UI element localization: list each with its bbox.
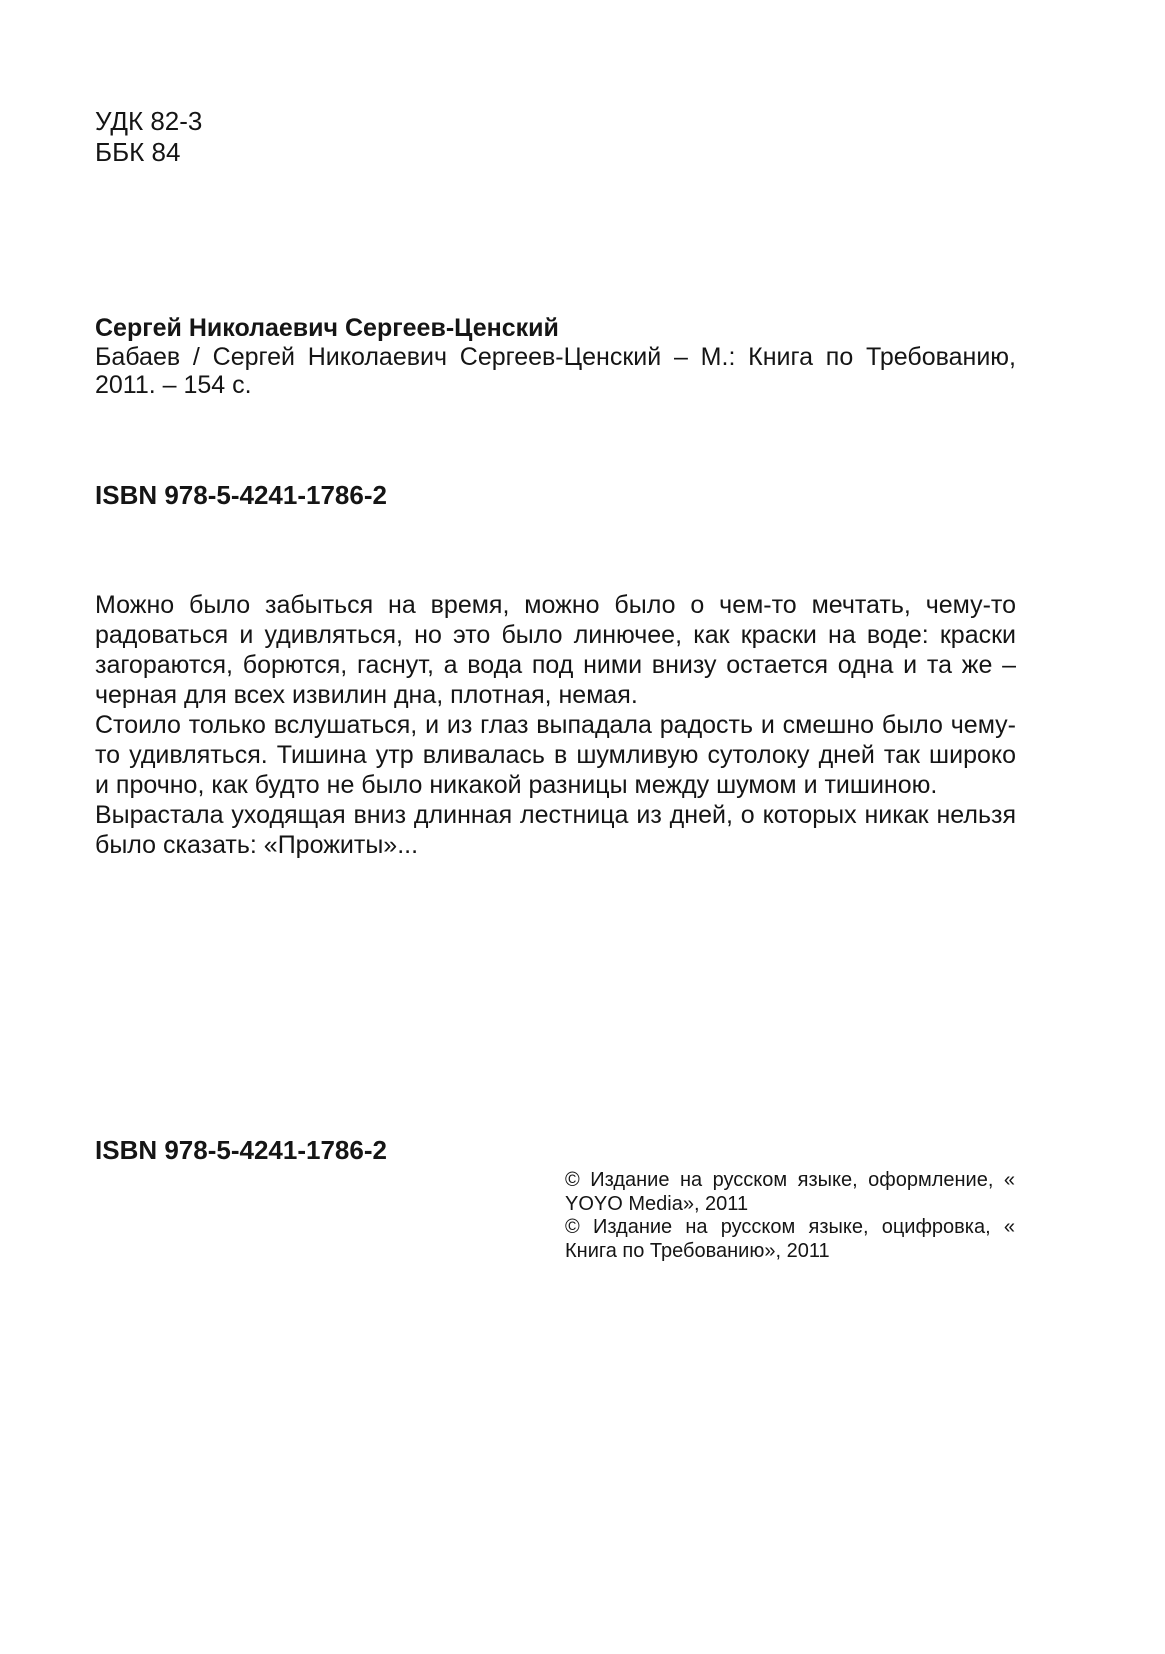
annotation-text (95, 590, 1016, 860)
copyright-line: Книга по Требованию», 2011 (565, 1239, 830, 1262)
annotation-paragraph (95, 710, 1016, 800)
annotation-line: и прочно, как будто не было никакой разницы между шумом и тишиною. (95, 771, 938, 799)
classification-block (95, 106, 202, 168)
annotation-line: Стоило только вслушаться, и из глаз выпадала радость и смешно было чему- (95, 711, 1016, 739)
bibliographic-description (95, 314, 1016, 400)
imprint-line: 2011. – 154 с. (95, 371, 252, 399)
author-name: Сергей Николаевич Сергеев-Ценский (95, 314, 559, 342)
copyright-block (565, 1169, 1015, 1263)
copyright-line: © Издание на русском языке, оцифровка, « (565, 1216, 1015, 1238)
annotation-line: радоваться и удивляться, но это было линючее, как краски на воде: краски (95, 621, 1016, 649)
udk-code: УДК 82-3 (95, 106, 203, 136)
copyright-line: YOYO Media», 2011 (565, 1192, 749, 1215)
annotation-line: было сказать: «Прожиты»... (95, 831, 419, 859)
annotation-line: загораются, борются, гаснут, а вода под ними внизу остается одна и та же – (95, 651, 1016, 679)
annotation-line: Вырастала уходящая вниз длинная лестница из дней, о которых никак нельзя (95, 801, 1016, 829)
imprint-line: Бабаев / Сергей Николаевич Сергеев-Ценский – М.: Книга по Требованию, (95, 342, 1016, 371)
annotation-line: черная для всех извилин дна, плотная, немая. (95, 681, 638, 709)
annotation-paragraph (95, 800, 1016, 860)
copyright-line: © Издание на русском языке, оформление, « (565, 1169, 1015, 1191)
annotation-line: то удивляться. Тишина утр вливалась в шумливую сутолоку дней так широко (95, 741, 1016, 769)
isbn-bottom: ISBN 978-5-4241-1786-2 (95, 1135, 387, 1165)
isbn-top: ISBN 978-5-4241-1786-2 (95, 480, 387, 510)
bbk-code: ББК 84 (95, 137, 181, 167)
annotation-line: Можно было забыться на время, можно было о чем-то мечтать, чему-то (95, 591, 1016, 619)
annotation-paragraph (95, 590, 1016, 710)
